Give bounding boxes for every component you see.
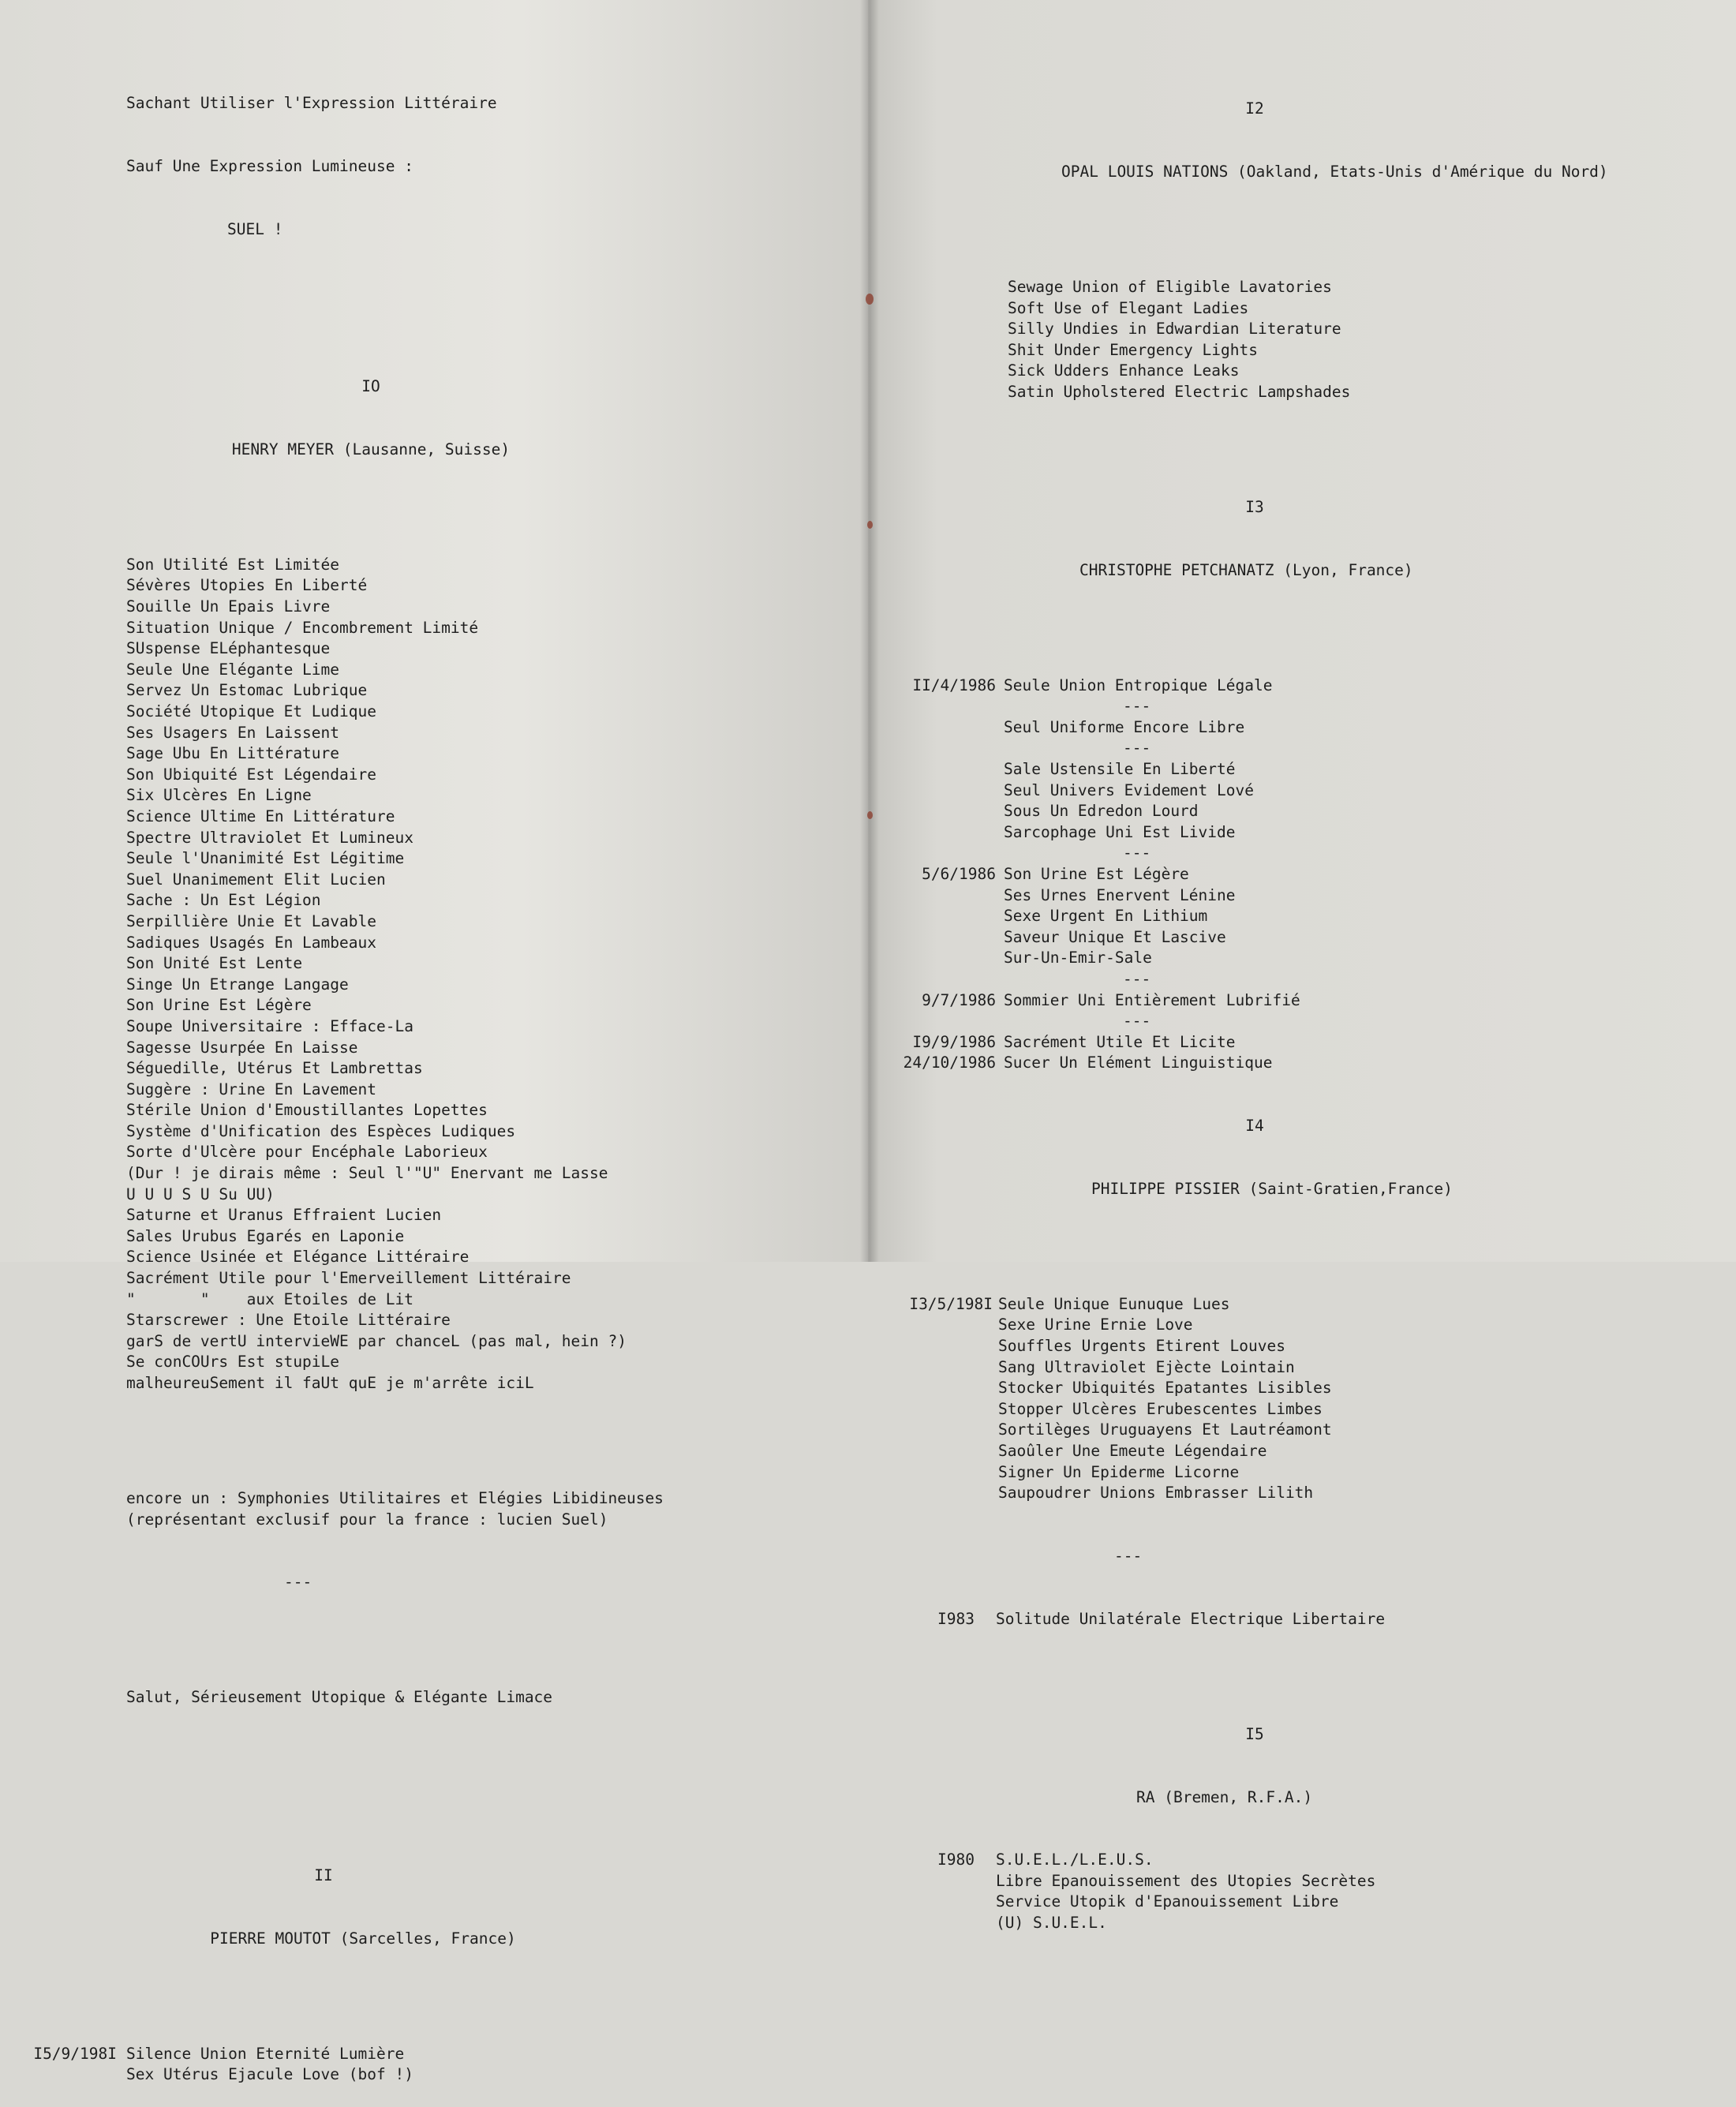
encore-line: encore un : Symphonies Utilitaires et Elégies Libidineuses [126, 1488, 664, 1507]
entry-date: I3/5/198I [909, 1294, 993, 1313]
section-number: IO [361, 377, 380, 396]
poem-line: Son Urine Est Légère [126, 996, 312, 1015]
entry-text: Saveur Unique Et Lascive [1004, 927, 1226, 946]
entry-date: I9/9/1986 [912, 1032, 996, 1051]
dated-entry [868, 1315, 1736, 1336]
dated-entry [868, 1420, 1736, 1441]
intro-line: Sachant Utiliser l'Expression Littéraire [126, 94, 497, 113]
dated-entry [868, 1483, 1736, 1504]
entry-text: Son Urine Est Légère [1004, 864, 1189, 883]
poem-line: Satin Upholstered Electric Lampshades [1008, 382, 1351, 401]
entry-text: Sortilèges Uruguayens Et Lautréamont [998, 1420, 1332, 1439]
entry-text: S.U.E.L./L.E.U.S. [996, 1851, 1154, 1869]
dated-entry [868, 717, 1736, 739]
entry-text: Sur-Un-Emir-Sale [1004, 949, 1152, 967]
entry-date [868, 1441, 993, 1462]
section-10-poem [0, 555, 852, 1394]
poem-line: Servez Un Estomac Lubrique [126, 681, 368, 700]
section-author: OPAL LOUIS NATIONS (Oakland, Etats-Unis d'Amérique du Nord) [1061, 162, 1608, 181]
dated-entry [868, 801, 1736, 822]
entry-text: Sacrément Utile Et Licite [1004, 1032, 1236, 1051]
poem-line: garS de vertU intervieWE par chanceL (pas mal, hein ?) [126, 1331, 627, 1350]
poem-line: Système d'Unification des Espèces Ludiques [126, 1121, 516, 1140]
separator: --- [1123, 969, 1151, 988]
separator: --- [1123, 697, 1151, 716]
poem-line: (Dur ! je dirais même : Seul l'"U" Enervant me Lasse [126, 1164, 608, 1183]
poem-line: Société Utopique Et Ludique [126, 702, 376, 720]
poem-line: Stérile Union d'Emoustillantes Lopettes [126, 1101, 488, 1120]
intro-line: SUEL ! [227, 219, 283, 238]
dated-entry [868, 676, 1736, 697]
entry-date: 5/6/1986 [922, 864, 996, 883]
entry-date [868, 801, 996, 822]
salut-line: Salut, Sérieusement Utopique & Elégante Limace [126, 1688, 553, 1707]
poem-line: Silly Undies in Edwardian Literature [1008, 320, 1341, 339]
entry-text: Sexe Urine Ernie Love [998, 1315, 1193, 1334]
entry-date [868, 1378, 993, 1399]
poem-line: SUspense ELéphantesque [126, 639, 331, 658]
dated-entry [868, 780, 1736, 802]
entry-text: Souffles Urgents Etirent Louves [998, 1337, 1285, 1356]
poem-line: Situation Unique / Encombrement Limité [126, 618, 479, 637]
dated-entry [868, 1441, 1736, 1462]
left-text-column [0, 9, 852, 2107]
entry-date [0, 2064, 117, 2086]
dated-entry [868, 885, 1736, 907]
separator: --- [1123, 1012, 1151, 1031]
entry-date [868, 885, 996, 907]
poem-line: Sick Udders Enhance Leaks [1008, 361, 1240, 380]
entry-text: Saoûler Une Emeute Légendaire [998, 1442, 1267, 1460]
entry-date [868, 1315, 993, 1336]
dated-entry [868, 948, 1736, 969]
entry-date [868, 717, 996, 739]
dated-entry [868, 1462, 1736, 1484]
section-number: I4 [1245, 1117, 1264, 1136]
poem-line: Son Ubiquité Est Légendaire [126, 765, 376, 784]
section-number: I3 [1245, 497, 1264, 516]
entry-text: Service Utopik d'Epanouissement Libre [996, 1892, 1339, 1911]
dated-entry [868, 759, 1736, 780]
section-author: PHILIPPE PISSIER (Saint-Gratien,France) [1091, 1179, 1453, 1198]
section-author: PIERRE MOUTOT (Sarcelles, France) [210, 1929, 516, 1948]
right-text-column [868, 57, 1736, 1955]
poem-line: Sévères Utopies En Liberté [126, 576, 368, 595]
section-author: CHRISTOPHE PETCHANATZ (Lyon, France) [1079, 560, 1413, 579]
poem-line: U U U S U Su UU) [126, 1184, 275, 1203]
entry-text: Signer Un Epiderme Licorne [998, 1462, 1240, 1481]
poem-line: Sache : Un Est Légion [126, 891, 321, 910]
poem-line: Sage Ubu En Littérature [126, 744, 340, 763]
dated-entry [868, 1294, 1736, 1315]
dated-entry [868, 1053, 1736, 1074]
entry-date [868, 780, 996, 802]
entry-text: Seule Union Entropique Légale [1004, 676, 1273, 694]
entry-text: Sucer Un Elément Linguistique [1004, 1054, 1273, 1072]
section-15-entries [868, 1850, 1736, 1933]
poem-line: Séguedille, Utérus Et Lambrettas [126, 1059, 423, 1078]
entry-text: Stopper Ulcères Erubescentes Limbes [998, 1399, 1323, 1418]
intro-line: Sauf Une Expression Lumineuse : [126, 157, 413, 176]
dated-entry [868, 1336, 1736, 1357]
entry-date [868, 1871, 975, 1892]
poem-line: Suggère : Urine En Lavement [126, 1080, 376, 1098]
entry-text: Libre Epanouissement des Utopies Secrètes [996, 1871, 1376, 1890]
entry-date [868, 948, 996, 969]
poem-line: Science Ultime En Littérature [126, 806, 395, 825]
section-number: II [314, 1866, 333, 1885]
poem-line: Sales Urubus Egarés en Laponie [126, 1226, 405, 1245]
dated-entry [868, 1913, 1736, 1934]
entry-text: Seul Univers Evidement Lové [1004, 780, 1254, 799]
poem-line: Se conCOUrs Est stupiLe [126, 1353, 340, 1372]
poem-line: Starscrewer : Une Etoile Littéraire [126, 1311, 451, 1330]
entry-text: Sex Utérus Ejacule Love (bof !) [126, 2065, 413, 2084]
entry-text: Sang Ultraviolet Ejècte Lointain [998, 1357, 1295, 1376]
section-number: I5 [1245, 1724, 1264, 1743]
dated-entry [0, 2064, 852, 2086]
entry-text: Sale Ustensile En Liberté [1004, 760, 1236, 778]
entry-date: II/4/1986 [912, 676, 996, 694]
entry-date: I980 [937, 1851, 975, 1869]
entry-date [868, 1462, 993, 1484]
poem-line: Sacrément Utile pour l'Emerveillement Littéraire [126, 1269, 571, 1288]
separator: --- [1114, 1546, 1143, 1565]
entry-date [868, 1913, 975, 1934]
entry-date: I5/9/198I [33, 2044, 117, 2063]
dated-entry [868, 906, 1736, 927]
poem-line: Spectre Ultraviolet Et Lumineux [126, 828, 413, 847]
poem-line: Seule Une Elégante Lime [126, 660, 340, 679]
dated-entry [868, 1357, 1736, 1379]
entry-text: Sexe Urgent En Lithium [1004, 907, 1208, 926]
entry-date [868, 1483, 993, 1504]
separator: --- [1123, 739, 1151, 758]
poem-line: " " aux Etoiles de Lit [126, 1289, 413, 1308]
poem-line: Suel Unanimement Elit Lucien [126, 870, 386, 889]
dated-entry [868, 1871, 1736, 1892]
poem-line: Singe Un Etrange Langage [126, 975, 349, 994]
entry-date [868, 1357, 993, 1379]
section-14-entries [868, 1294, 1736, 1504]
entry-text: Sommier Uni Entièrement Lubrifié [1004, 990, 1300, 1009]
poem-line: Sewage Union of Eligible Lavatories [1008, 277, 1332, 296]
section-12-poem [868, 277, 1736, 403]
poem-line: Seule l'Unanimité Est Légitime [126, 849, 405, 868]
entry-date: 9/7/1986 [922, 990, 996, 1009]
poem-line: Souille Un Epais Livre [126, 597, 331, 616]
dated-entry [868, 1378, 1736, 1399]
entry-text: Sous Un Edredon Lourd [1004, 802, 1199, 821]
entry-date: 24/10/1986 [903, 1054, 996, 1072]
entry-date [868, 1399, 993, 1420]
encore-line: (représentant exclusif pour la france : lucien Suel) [126, 1510, 608, 1529]
poem-line: Shit Under Emergency Lights [1008, 340, 1258, 359]
entry-date [868, 906, 996, 927]
poem-line: Saturne et Uranus Effraient Lucien [126, 1206, 442, 1225]
entry-text: Stocker Ubiquités Epatantes Lisibles [998, 1379, 1332, 1398]
entry-text: Seule Unique Eunuque Lues [998, 1294, 1230, 1313]
dated-entry [868, 1850, 1736, 1871]
poem-line: Serpillière Unie Et Lavable [126, 911, 376, 930]
dated-entry [868, 1892, 1736, 1913]
dated-entry [868, 864, 1736, 885]
entry-text: Saupoudrer Unions Embrasser Lilith [998, 1484, 1314, 1503]
dated-entry [868, 1032, 1736, 1054]
entry-date [868, 822, 996, 844]
entry-text: Silence Union Eternité Lumière [126, 2044, 405, 2063]
entry-text: Sarcophage Uni Est Livide [1004, 822, 1236, 841]
dated-entry [868, 822, 1736, 844]
poem-line: Sorte d'Ulcère pour Encéphale Laborieux [126, 1143, 488, 1162]
section-11-entries [0, 2044, 852, 2086]
section-14-final: I983 Solitude Unilatérale Electrique Libertaire [937, 1609, 1386, 1628]
entry-date [868, 927, 996, 949]
entry-text: Ses Urnes Enervent Lénine [1004, 885, 1236, 904]
poem-line: Ses Usagers En Laissent [126, 723, 340, 742]
section-10-encore [0, 1488, 852, 1530]
poem-line: Science Usinée et Elégance Littéraire [126, 1248, 470, 1267]
section-author: HENRY MEYER (Lausanne, Suisse) [231, 440, 511, 458]
separator: --- [1123, 844, 1151, 863]
entry-text: (U) S.U.E.L. [996, 1914, 1107, 1933]
poem-line: Son Utilité Est Limitée [126, 555, 340, 574]
poem-line: malheureuSement il faUt quE je m'arrête iciL [126, 1374, 534, 1392]
poem-line: Soupe Universitaire : Efface-La [126, 1016, 413, 1035]
poem-line: Six Ulcères En Ligne [126, 786, 312, 805]
entry-date [868, 1892, 975, 1913]
poem-line: Sagesse Usurpée En Laisse [126, 1038, 358, 1057]
section-13-entries [868, 676, 1736, 1074]
entry-date [868, 759, 996, 780]
poem-line: Soft Use of Elegant Ladies [1008, 298, 1249, 317]
dated-entry [868, 990, 1736, 1012]
dated-entry [868, 1399, 1736, 1420]
separator: --- [284, 1573, 312, 1592]
entry-text: Seul Uniforme Encore Libre [1004, 717, 1245, 736]
section-number: I2 [1245, 99, 1264, 118]
entry-date [868, 1336, 993, 1357]
dated-entry [0, 2044, 852, 2065]
poem-line: Sadiques Usagés En Lambeaux [126, 933, 376, 952]
entry-date [868, 1420, 993, 1441]
poem-line: Son Unité Est Lente [126, 954, 303, 973]
section-author: RA (Bremen, R.F.A.) [1136, 1787, 1313, 1806]
dated-entry [868, 927, 1736, 949]
